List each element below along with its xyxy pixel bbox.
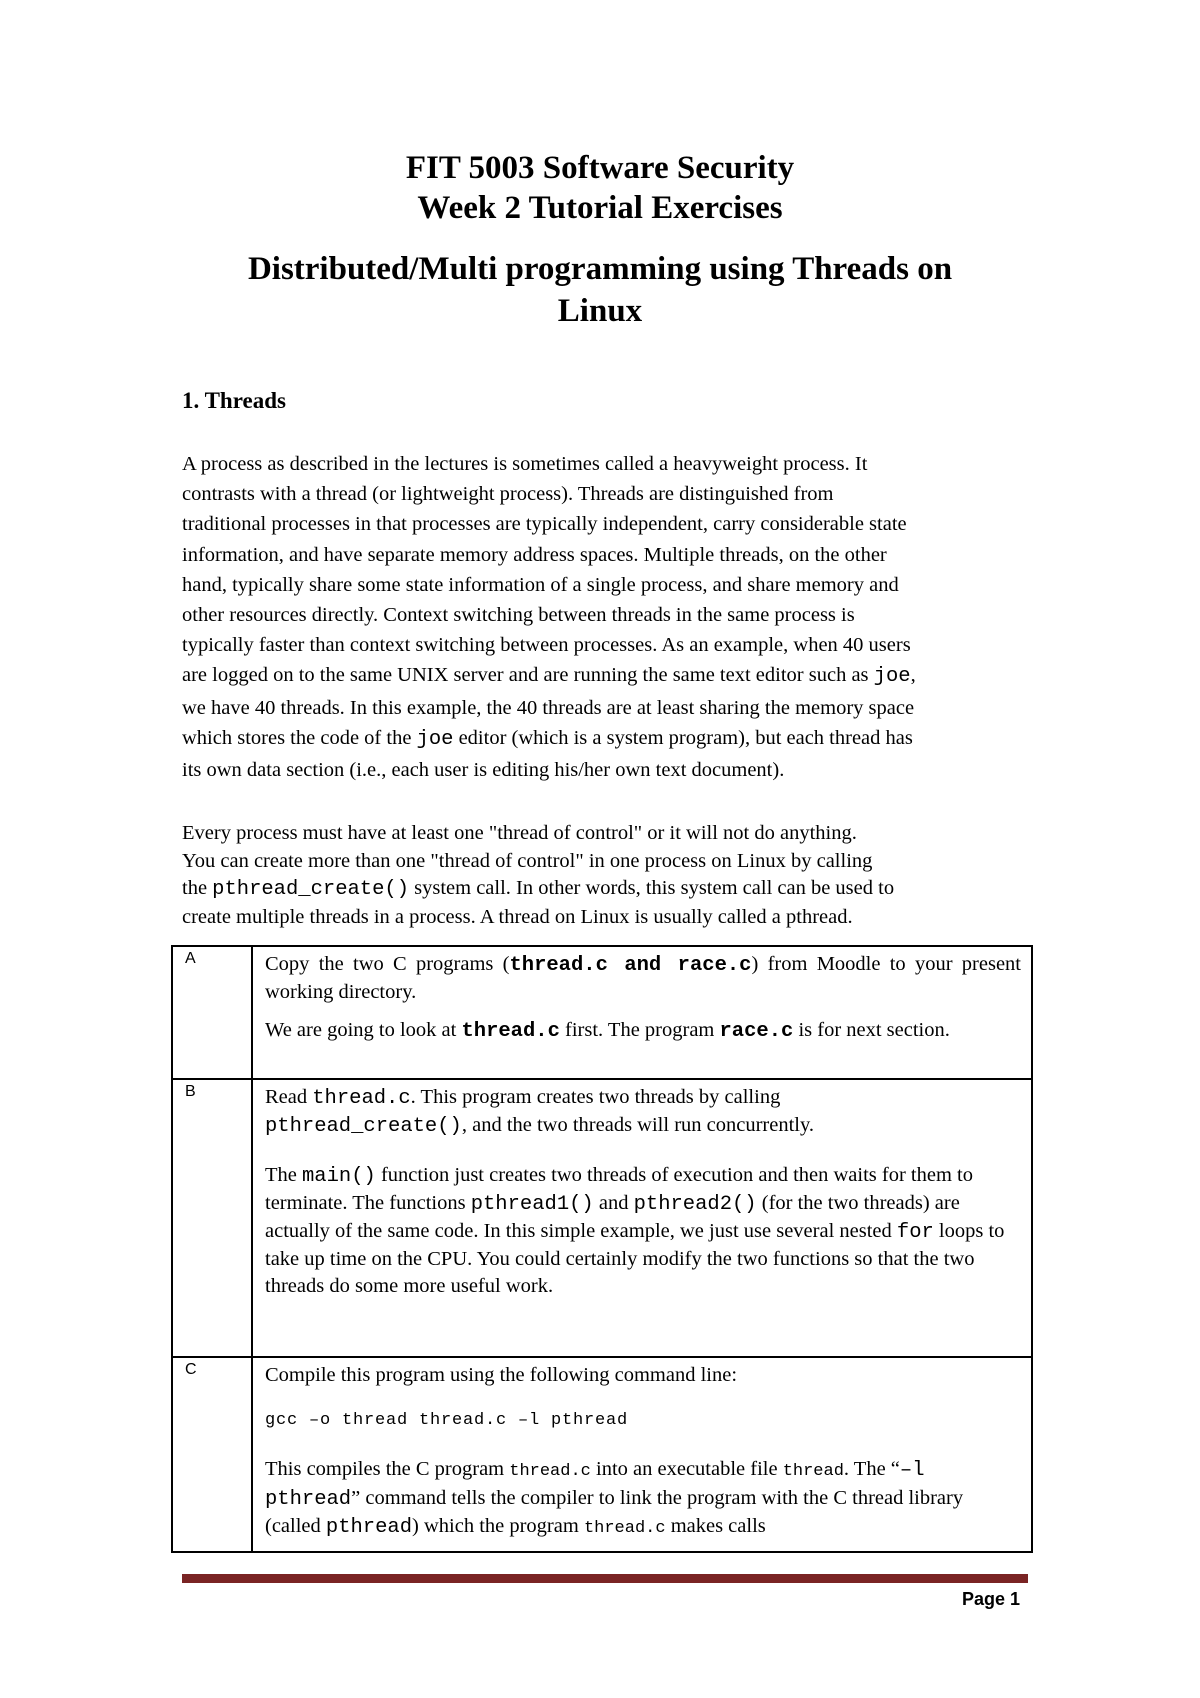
step-paragraph bbox=[265, 1084, 1021, 1140]
text-line bbox=[182, 660, 1062, 692]
text-span: The bbox=[265, 1164, 302, 1186]
text-span: . This program creates two threads by calling bbox=[410, 1086, 781, 1108]
document-subtitle bbox=[0, 248, 1200, 332]
text-span: Read bbox=[265, 1086, 313, 1108]
text-line: its own data section (i.e., each user is editing his/her own text document). bbox=[182, 759, 785, 782]
code-span: main() bbox=[302, 1165, 376, 1188]
text-line bbox=[182, 723, 1062, 755]
code-span: –l pthread bbox=[265, 1459, 925, 1511]
text-span: (for the two threads) are actually of the same code. In this simple example, we just use several nested bbox=[265, 1192, 960, 1242]
text-span: first. The program bbox=[559, 1019, 720, 1041]
code-span: pthread1() bbox=[470, 1193, 594, 1216]
code-span: race.c bbox=[719, 1020, 794, 1043]
text-span: editor (which is a system program), but each thread has bbox=[453, 726, 913, 749]
step-row-a bbox=[172, 946, 1032, 1079]
text-span: Copy the two C programs ( bbox=[265, 953, 510, 975]
text-span: ) from Moodle to your present working directory. bbox=[265, 953, 1021, 1003]
subtitle-line-2: Linux bbox=[557, 293, 643, 329]
text-span: This compiles the C program bbox=[265, 1458, 510, 1480]
course-title: FIT 5003 Software Security bbox=[405, 150, 795, 186]
title-block bbox=[0, 148, 1200, 332]
text-line: other resources directly. Context switching between threads in the same process is bbox=[182, 604, 855, 627]
compile-command: gcc –o thread thread.c –l pthread bbox=[265, 1411, 629, 1430]
step-content bbox=[252, 1079, 1032, 1357]
text-line: Every process must have at least one "thread of control" or it will not do anything. bbox=[182, 822, 857, 844]
step-content bbox=[252, 946, 1032, 1079]
text-span: ) which the program bbox=[412, 1515, 584, 1537]
text-span: . The “ bbox=[843, 1458, 900, 1480]
code-span: pthread2() bbox=[633, 1193, 757, 1216]
step-paragraph bbox=[265, 1456, 1021, 1542]
code-span: pthread bbox=[325, 1516, 413, 1539]
step-paragraph bbox=[265, 1019, 1021, 1043]
text-span: We are going to look at bbox=[265, 1019, 462, 1041]
text-span: makes calls bbox=[665, 1515, 766, 1537]
text-line: typically faster than context switching between processes. As an example, when 40 users bbox=[182, 634, 911, 657]
text-span: is for next section. bbox=[793, 1019, 950, 1041]
text-span: ” command tells the compiler to link the program with the C thread library (called bbox=[265, 1487, 964, 1537]
section-heading: 1. Threads bbox=[182, 388, 286, 413]
text-span: , bbox=[910, 664, 916, 687]
text-span: the bbox=[182, 877, 213, 899]
text-span: and bbox=[593, 1192, 634, 1214]
threads-paragraph bbox=[182, 820, 1062, 931]
code-span: thread.c and race.c bbox=[509, 954, 752, 977]
step-letter: A bbox=[172, 946, 252, 1079]
text-span: , and the two threads will run concurrently. bbox=[461, 1114, 815, 1136]
step-paragraph bbox=[265, 951, 1021, 1006]
step-row-c bbox=[172, 1357, 1032, 1552]
code-span: joe bbox=[416, 727, 454, 751]
code-span: thread bbox=[782, 1462, 844, 1481]
text-line: You can create more than one "thread of control" in one process on Linux by calling bbox=[182, 849, 873, 872]
step-paragraph: Compile this program using the following command line: bbox=[265, 1364, 738, 1386]
week-title: Week 2 Tutorial Exercises bbox=[417, 190, 783, 226]
step-paragraph bbox=[265, 1162, 1021, 1300]
text-line: hand, typically share some state information of a single process, and share memory and bbox=[182, 573, 899, 596]
subtitle-line-1: Distributed/Multi programming using Threads on bbox=[247, 251, 953, 287]
text-line: we have 40 threads. In this example, the 40 threads are at least sharing the memory space bbox=[182, 696, 915, 719]
code-span: pthread_create() bbox=[265, 1115, 462, 1138]
text-line: contrasts with a thread (or lightweight process). Threads are distinguished from bbox=[182, 483, 834, 506]
text-span: into an executable file bbox=[590, 1458, 783, 1480]
step-row-b bbox=[172, 1079, 1032, 1357]
code-span: thread.c bbox=[583, 1519, 666, 1538]
code-span: for bbox=[896, 1221, 934, 1244]
code-span: thread.c bbox=[461, 1020, 560, 1043]
exercise-steps-table bbox=[171, 945, 1033, 1553]
text-span: system call. In other words, this system call can be used to bbox=[409, 877, 895, 899]
text-line: traditional processes in that processes are typically independent, carry considerable state bbox=[182, 513, 907, 536]
text-line: create multiple threads in a process. A thread on Linux is usually called a pthread. bbox=[182, 905, 853, 928]
text-span: loops to take up time on the CPU. You could certainly modify the two functions so that the two threads do some more useful work. bbox=[265, 1220, 1005, 1297]
step-letter: C bbox=[172, 1357, 252, 1552]
step-content bbox=[252, 1357, 1032, 1552]
text-span: function just creates two threads of execution and then waits for them to terminate. The functions bbox=[265, 1164, 973, 1214]
text-span: which stores the code of the bbox=[182, 726, 417, 749]
intro-paragraph bbox=[182, 449, 1062, 785]
code-span: thread.c bbox=[509, 1462, 591, 1481]
code-span: joe bbox=[873, 665, 911, 689]
step-letter: B bbox=[172, 1079, 252, 1357]
text-line: information, and have separate memory address spaces. Multiple threads, on the other bbox=[182, 543, 887, 566]
code-span: thread.c bbox=[312, 1087, 411, 1110]
footer-rule bbox=[182, 1574, 1028, 1583]
text-span: are logged on to the same UNIX server and are running the same text editor such as bbox=[182, 664, 874, 687]
text-line: A process as described in the lectures is sometimes called a heavyweight process. It bbox=[182, 453, 868, 475]
page-number: Page 1 bbox=[962, 1589, 1021, 1609]
code-span: pthread_create() bbox=[212, 878, 410, 901]
text-line bbox=[182, 875, 1062, 904]
